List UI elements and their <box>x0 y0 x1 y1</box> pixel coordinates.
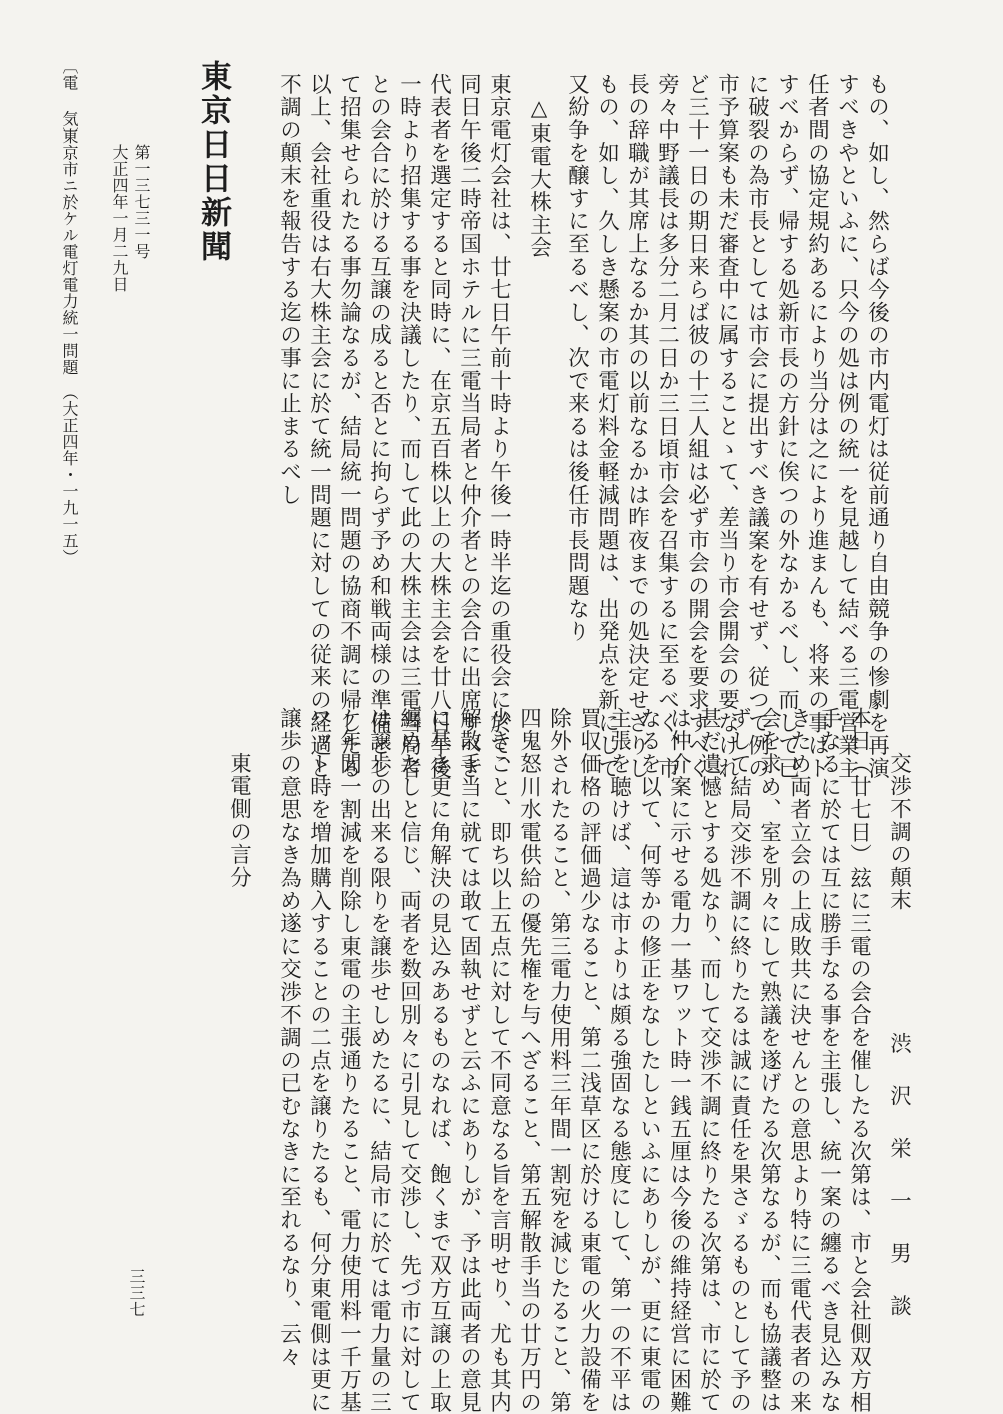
upper-line-18: 以上、会社重役は右大株主会に於て統一問題に対しての従来の経過と <box>306 73 332 780</box>
lower-line-5: ずして結局交渉不調に終りたるは誠に責任を果さゞるものとして予の <box>726 707 752 1414</box>
issue-date: 大正四年一月二九日 <box>110 144 129 293</box>
lower-line-4: 会を求め、室を別々にして熟議を遂げたる次第なるが、而も協議整は <box>756 707 782 1414</box>
upper-line-10: もの、如し、久しき懸案の市電灯料金軽減問題は、出発点を新にして <box>594 73 620 780</box>
upper-line-2: すべきやといふに、只今の処は例の統一を見越して結べる三電営業主 <box>834 73 860 780</box>
speaker-credit: 渋 沢 栄 一 男 談 <box>886 1032 912 1319</box>
section-heading-negotiation: 交渉不調の顛末 <box>886 752 912 912</box>
running-title: 東京市ニ於ケル電灯電力統一問題 （大正四年・一九一五） <box>60 128 79 566</box>
upper-line-4: すべからず、帰する処新市長の方針に俟つの外なかるべし、而して已 <box>774 73 800 780</box>
lower-line-9: 主張を聴けば、這は市よりは頗る強固なる態度にして、第一の不平は <box>606 707 632 1414</box>
upper-line-11: 又紛争を醸すに至るべし、次で来るは後任市長問題なり <box>564 73 590 643</box>
issue-number: 第一三七三一号 <box>132 144 151 260</box>
upper-line-3: 任者間の協定規約あるにより当分は之により進まんも、将来の事はト <box>804 73 830 780</box>
lower-line-3: きため両者立会の上成敗共に決せんとの意思より特に三電代表者の来 <box>786 707 812 1414</box>
lower-line-14: 解散手当に就ては敢て固執せずと云ふにありしが、予は此両者の意見 <box>456 707 482 1414</box>
upper-line-16: との会合に於ける互譲の成ると否とに拘らず予め和戦両様の準備とし <box>366 73 392 780</box>
upper-line-13: 同日午後二時帝国ホテルに三電当局者と仲介者との会合に出席すべき <box>456 73 482 780</box>
upper-line-6: 市予算案も未だ審査中に属することゝて、差当り市会開会の要なけれ <box>714 73 740 780</box>
section-heading-shareholders: △東電大株主会 <box>526 96 552 260</box>
upper-line-14: 代表者を選定すると同時に、在京五百株以上の大株主会を廿八日午後 <box>426 73 452 780</box>
upper-line-12: 東京電灯会社は、廿七日午前十時より午後一時半迄の重役会に於て、 <box>486 73 512 780</box>
lower-line-6: 甚だ遺憾とする処なり、而して交渉不調に終りたる次第は、市に於て <box>696 707 722 1414</box>
upper-line-5: に破裂の為市長としては市会に提出すべき議案を有せず、従つて例の <box>744 73 770 780</box>
lower-line-19: ワット時を増加購入することの二点を譲りたるも、何分東電側は更に <box>306 707 332 1414</box>
upper-line-9: 長の辞職が其席上なるか其の以前なるかは昨夜までの処決定せざりし <box>624 73 650 780</box>
lower-line-12: 四鬼怒川水電供給の優先権を与へざること、第五解散手当の廿万円の <box>516 707 542 1414</box>
lower-line-1: 本日（廿七日）玆に三電の会合を催したる次第は、市と会社側双方相 <box>846 707 872 1414</box>
upper-line-17: て招集せられたる事勿論なるが、結局統一問題の協商不調に帰したる <box>336 73 362 780</box>
upper-line-7: ど三十一日の期日来らば彼の十三人組は必ず市会の開会を要求すべく <box>684 73 710 780</box>
lower-line-20: 譲歩の意思なき為め遂に交渉不調の已むなきに至れるなり、云々 <box>276 707 302 1369</box>
newspaper-name: 東京日日新聞 <box>195 60 231 264</box>
lower-line-13: 少きこと、即ち以上五点に対して不同意なる旨を言明せり、尤も其内 <box>486 707 512 1414</box>
lower-line-11: 除外されたること、第三電力使用料三年間一割宛を減じたること、第 <box>546 707 572 1414</box>
lower-line-15: に基き更に角解決の見込みあるものなれば、飽くまで双方互譲の上取 <box>426 707 452 1414</box>
upper-line-15: 一時より招集する事を決議したり、而して此の大株主会は三電当局者 <box>396 73 422 780</box>
category-label: 〔電 気〕 <box>60 58 79 144</box>
page-number: 三三七 <box>127 1268 146 1318</box>
lower-line-2: 手なるに於ては互に勝手なる事を主張し、統一案の纏るべき見込みな <box>816 707 842 1414</box>
lower-line-17: は譲歩の出来る限りを譲歩せしめたるに、結局市に於ては電力量の三 <box>366 707 392 1414</box>
upper-line-1: もの、如し、然らば今後の市内電灯は従前通り自由競争の惨劇を再演 <box>864 73 890 780</box>
upper-line-19: 不調の顛末を報告する迄の事に止まるべし <box>276 73 302 507</box>
lower-line-7: は仲介案に示せる電力一基ワット時一銭五厘は今後の維持経営に困難 <box>666 707 692 1414</box>
lower-line-16: 纏めたしと信じ、両者を数回別々に引見して交渉し、先づ市に対して <box>396 707 422 1414</box>
lower-line-8: なるを以て、何等かの修正をなしたしといふにありしが、更に東電の <box>636 707 662 1414</box>
lower-line-10: 買収価格の評価過少なること、第二浅草区に於ける東電の火力設備を <box>576 707 602 1414</box>
section-heading-toden: 東電側の言分 <box>226 752 252 889</box>
upper-line-8: 旁々中野議長は多分二月二日か三日頃市会を召集するに至るべく、市 <box>654 73 680 780</box>
lower-line-18: ケ年間一割減を削除し東電の主張通りたること、電力使用料一千万基 <box>336 707 362 1414</box>
